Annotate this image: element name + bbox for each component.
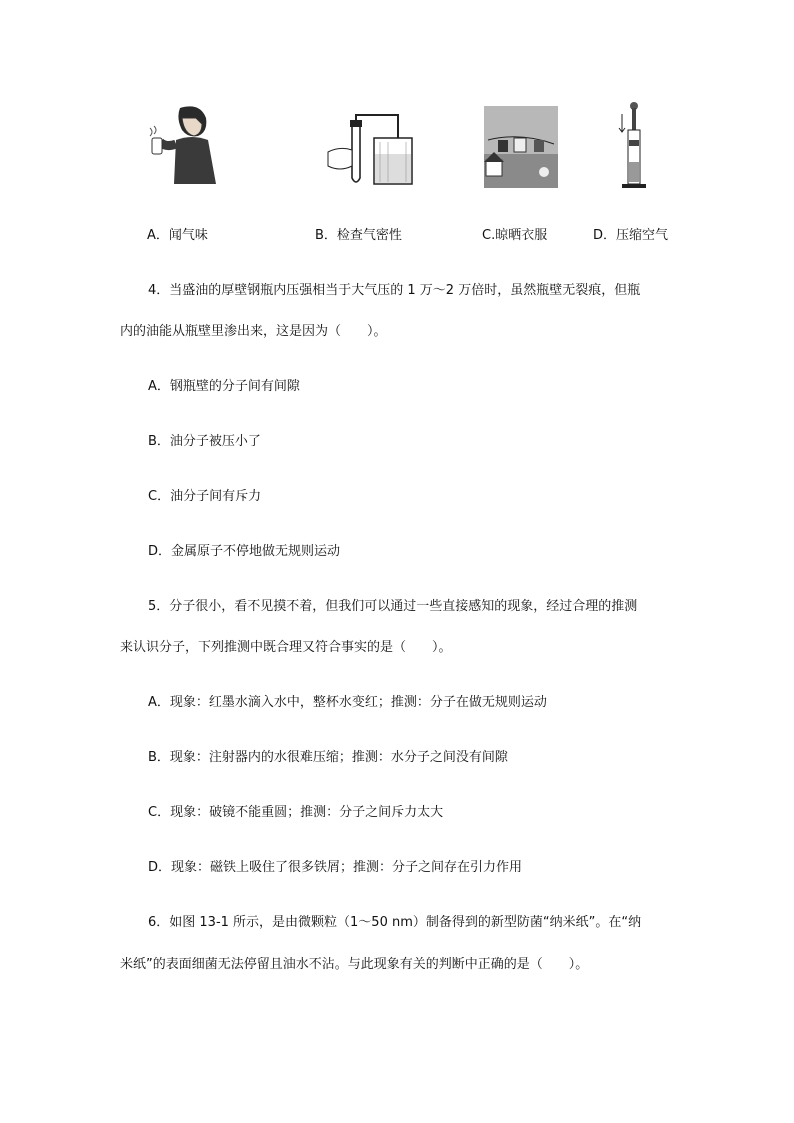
q5-option-c[interactable]: C．现象：破镜不能重圆；推测：分子之间斥力太大 bbox=[148, 805, 444, 820]
q5-stem-line-2: 来认识分子，下列推测中既合理又符合事实的是（ ）。 bbox=[120, 640, 452, 655]
q5-option-b[interactable]: B．现象：注射器内的水很难压缩；推测：水分子之间没有间隙 bbox=[148, 750, 508, 765]
q6-stem-line-1: 6．如图 13-1 所示，是由微颗粒（1～50 nm）制备得到的新型防菌“纳米纸”。在“纳 bbox=[148, 915, 642, 930]
q4-option-a[interactable]: A．钢瓶壁的分子间有间隙 bbox=[148, 379, 300, 394]
q5-stem-line-1: 5．分子很小，看不见摸不着，但我们可以通过一些直接感知的现象，经过合理的推测 bbox=[148, 599, 638, 614]
q5-option-d[interactable]: D．现象：磁铁上吸住了很多铁屑；推测：分子之间存在引力作用 bbox=[148, 860, 523, 875]
drying-clothes-figure bbox=[484, 106, 558, 188]
q4-option-c[interactable]: C．油分子间有斥力 bbox=[148, 489, 262, 504]
q4-option-d[interactable]: D．金属原子不停地做无规则运动 bbox=[148, 544, 341, 559]
q4-stem-line-2: 内的油能从瓶壁里渗出来，这是因为（ ）。 bbox=[120, 324, 387, 339]
q4-stem-line-1: 4．当盛油的厚壁钢瓶内压强相当于大气压的 1 万～2 万倍时，虽然瓶壁无裂痕，但瓶 bbox=[148, 283, 641, 298]
caption-c: C.晾晒衣服 bbox=[482, 228, 548, 243]
q5-option-a[interactable]: A．现象：红墨水滴入水中，整杯水变红；推测：分子在做无规则运动 bbox=[148, 695, 547, 710]
airtightness-apparatus-figure bbox=[322, 112, 418, 190]
q6-stem-line-2: 米纸”的表面细菌无法停留且油水不沾。与此现象有关的判断中正确的是（ ）。 bbox=[120, 957, 589, 972]
compressing-air-figure bbox=[616, 102, 646, 192]
caption-a: A．闻气味 bbox=[147, 228, 208, 243]
smelling-person-figure bbox=[146, 104, 222, 188]
caption-d: D．压缩空气 bbox=[593, 228, 669, 243]
caption-b: B．检查气密性 bbox=[315, 228, 402, 243]
q4-option-b[interactable]: B．油分子被压小了 bbox=[148, 434, 261, 449]
